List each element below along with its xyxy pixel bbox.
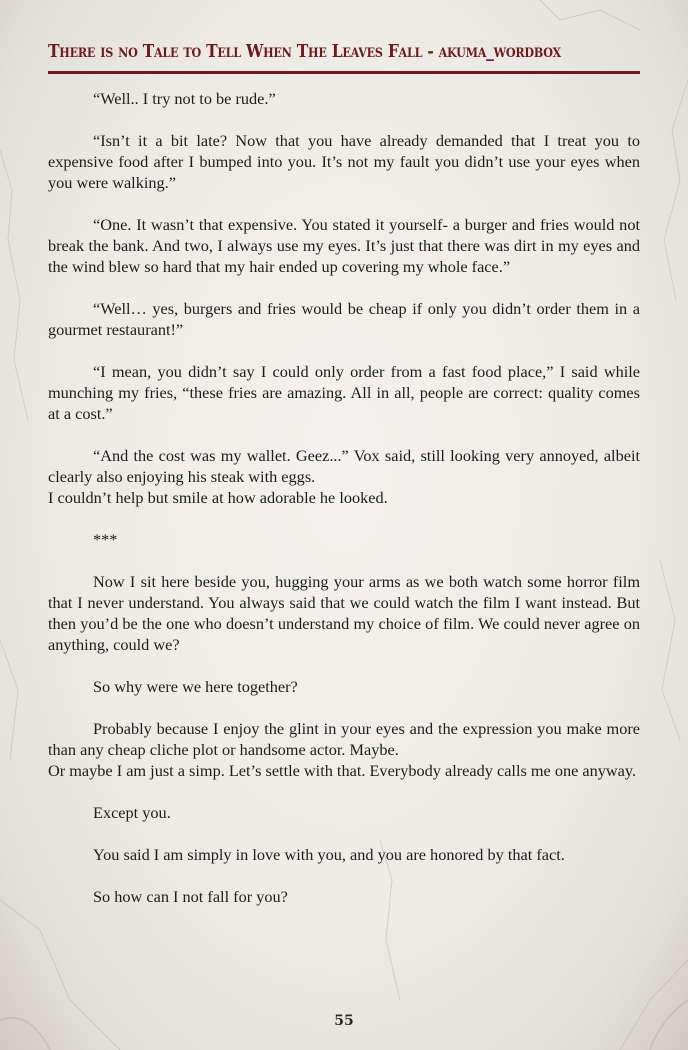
header-divider	[48, 71, 640, 74]
paragraph: “And the cost was my wallet. Geez...” Vox said, still looking very annoyed, albeit clearly also enjoying his steak with eggs.	[48, 446, 640, 486]
paragraph: Probably because I enjoy the glint in your eyes and the expression you make more than any cheap cliche plot or handsome actor. Maybe.	[48, 719, 640, 759]
body-text	[48, 88, 640, 928]
paragraph: Except you.	[93, 803, 171, 822]
scene-break: ***	[93, 530, 118, 549]
paragraph: “One. It wasn’t that expensive. You stated it yourself- a burger and fries would not break the bank. And two, I always use my eyes. It’s just that there was dirt in my eyes and the wind blew so hard that my hair ended up covering my whole face.”	[48, 215, 640, 276]
paragraph: I couldn’t help but smile at how adorable he looked.	[48, 488, 388, 507]
paragraph: You said I am simply in love with you, and you are honored by that fact.	[93, 845, 565, 864]
paragraph: Now I sit here beside you, hugging your arms as we both watch some horror film that I never understand. You always said that we could watch the film I want instead. But then you’d be the one who doesn’t understand my choice of film. We could never agree on anything, could we?	[48, 572, 640, 654]
header-title: There is no Tale to Tell When The Leaves Fall - akuma_wordbox	[48, 41, 561, 62]
page-number: 55	[334, 1013, 354, 1029]
paragraph: Or maybe I am just a simp. Let’s settle with that. Everybody already calls me one anyway.	[48, 761, 637, 780]
paragraph: “I mean, you didn’t say I could only order from a fast food place,” I said while munching my fries, “these fries are amazing. All in all, people are correct: quality comes at a cost.”	[48, 362, 640, 423]
paragraph: So how can I not fall for you?	[93, 887, 288, 906]
paragraph: So why were we here together?	[93, 677, 298, 696]
paragraph: “Isn’t it a bit late? Now that you have already demanded that I treat you to expensive food after I bumped into you. It’s not my fault you didn’t use your eyes when you were walking.”	[48, 131, 640, 192]
paragraph: “Well.. I try not to be rude.”	[93, 89, 276, 108]
paragraph: “Well… yes, burgers and fries would be cheap if only you didn’t order them in a gourmet restaurant!”	[48, 299, 640, 339]
running-header	[48, 40, 640, 74]
